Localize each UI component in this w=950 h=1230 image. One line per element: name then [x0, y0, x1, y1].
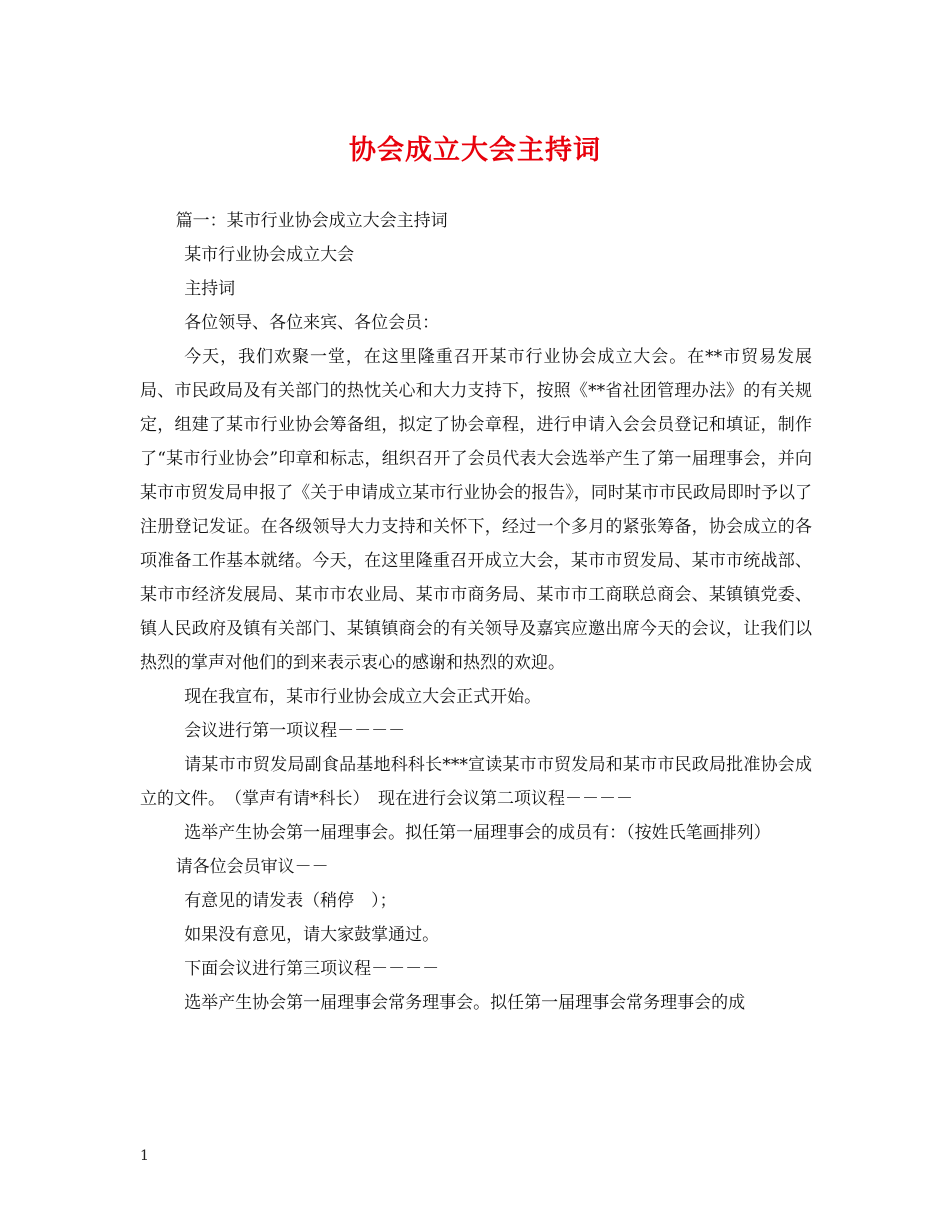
paragraph: 下面会议进行第三项议程－－－－	[184, 959, 440, 979]
paragraph: 主持词	[184, 279, 236, 299]
paragraph: 请各位会员审议－－	[175, 857, 329, 877]
paragraph: 篇一：某市行业协会成立大会主持词	[175, 211, 448, 231]
document-body	[140, 204, 812, 1020]
paragraph: 某市行业协会成立大会	[184, 245, 355, 265]
paragraph: 选举产生协会第一届理事会常务理事会。拟任第一届理事会常务理事会的成	[184, 993, 746, 1013]
paragraph: 如果没有意见，请大家鼓掌通过。	[184, 925, 440, 945]
paragraph: 选举产生协会第一届理事会。拟任第一届理事会的成员有：（按姓氏笔画排列）	[184, 823, 771, 843]
document-title: 协会成立大会主持词	[349, 135, 601, 166]
paragraph: 各位领导、各位来宾、各位会员：	[184, 313, 440, 333]
paragraph: 有意见的请发表（稍停 ）；	[184, 891, 397, 911]
paragraph: 今天，我们欢聚一堂，在这里隆重召开某市行业协会成立大会。在**市贸易发展局、市民政局及有关部门的热忱关心和大力支持下，按照《**省社团管理办法》的有关规定，组建了某市行业协会筹备组，拟定了协会章程，进行申请入会会员登记和填证，制作了“某市行业协会”印章和标志，组织召开了会员代表大会选举产生了第一届理事会，并向某市市贸发局申报了《关于申请成立某市行业协会的报告》，同时某市市民政局即时予以了注册登记发证。在各级领导大力支持和关怀下，经过一个多月的紧张筹备，协会成立的各项准备工作基本就绪。今天，在这里隆重召开成立大会，某市市贸发局、某市市统战部、某市市经济发展局、某市市农业局、某市市商务局、某市市工商联总商会、某镇镇党委、镇人民政府及镇有关部门、某镇镇商会的有关领导及嘉宾应邀出席今天的会议，让我们以热烈的掌声对他们的到来表示衷心的感谢和热烈的欢迎。	[140, 347, 812, 673]
paragraph: 会议进行第一项议程－－－－	[184, 721, 406, 741]
paragraph: 请某市市贸发局副食品基地科科长***宣读某市市贸发局和某市市民政局批准协会成立的文件。 （掌声有请*科长） 现在进行会议第二项议程－－－－	[140, 755, 812, 809]
paragraph: 现在我宣布，某市行业协会成立大会正式开始。	[184, 687, 542, 707]
page-number: 1	[140, 1148, 149, 1164]
